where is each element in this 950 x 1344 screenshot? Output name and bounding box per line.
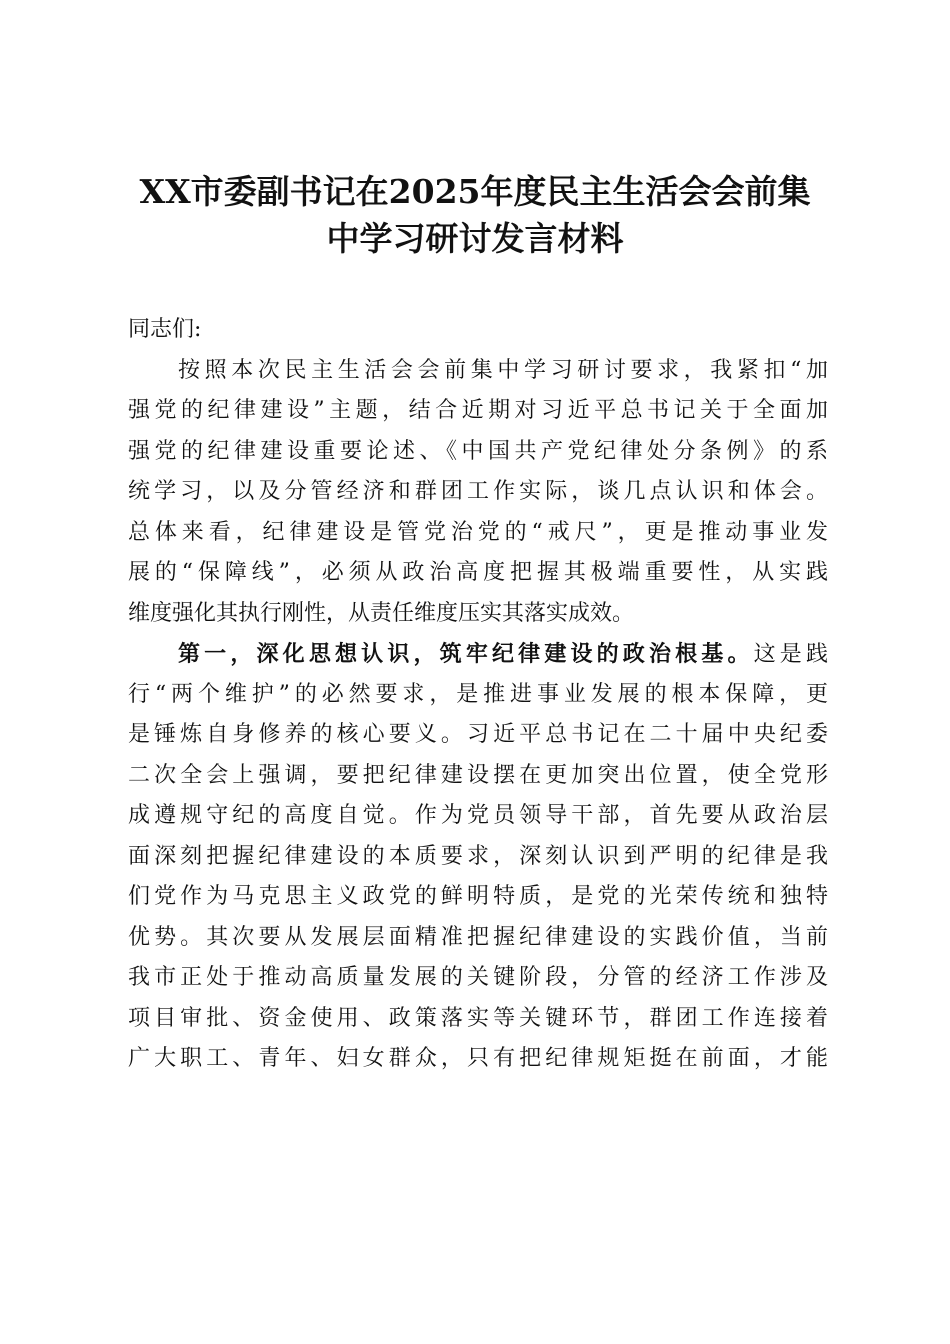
paragraph-line: 行“两个维护”的必然要求，是推进事业发展的根本保障，更 <box>128 681 828 707</box>
document-body <box>128 310 828 1080</box>
section-heading: 第一，深化思想认识，筑牢纪律建设的政治根基。 <box>178 641 754 667</box>
paragraph-text: 这是践 <box>753 642 828 667</box>
title-line: 中学习研讨发言材料 <box>326 219 624 258</box>
paragraph-line: 优势。其次要从发展层面精准把握纪律建设的实践价值，当前 <box>128 924 828 950</box>
paragraph-line: 们党作为马克思主义政党的鲜明特质，是党的光荣传统和独特 <box>128 884 828 909</box>
paragraph-line: 总体来看，纪律建设是管党治党的“戒尺”，更是推动事业发 <box>128 519 828 545</box>
paragraph-intro <box>128 351 828 635</box>
paragraph-line: 我市正处于推动高质量发展的关键阶段，分管的经济工作涉及 <box>128 965 828 990</box>
paragraph-line <box>128 634 828 675</box>
paragraph-line: 强党的纪律建设”主题，结合近期对习近平总书记关于全面加 <box>128 398 828 423</box>
paragraph-line: 维度强化其执行刚性，从责任维度压实其落实成效。 <box>128 600 635 626</box>
paragraph-line: 成遵规守纪的高度自觉。作为党员领导干部，首先要从政治层 <box>128 803 828 828</box>
paragraph-line: 项目审批、资金使用、政策落实等关键环节，群团工作连接着 <box>128 1005 828 1031</box>
title-line: XX市委副书记在2025年度民主生活会会前集 <box>139 172 811 211</box>
paragraph-line: 强党的纪律建设重要论述、《中国共产党纪律处分条例》的系 <box>128 438 828 464</box>
paragraph-line: 统学习，以及分管经济和群团工作实际，谈几点认识和体会。 <box>128 479 828 504</box>
paragraph-line: 是锤炼自身修养的核心要义。习近平总书记在二十届中央纪委 <box>128 722 828 747</box>
paragraph-line: 面深刻把握纪律建设的本质要求，深刻认识到严明的纪律是我 <box>128 843 828 869</box>
paragraph-line: 二次全会上强调，要把纪律建设摆在更加突出位置，使全党形 <box>128 762 828 788</box>
paragraph-line: 按照本次民主生活会会前集中学习研讨要求，我紧扣“加 <box>178 357 828 383</box>
paragraph-line: 广大职工、青年、妇女群众，只有把纪律规矩挺在前面，才能 <box>128 1046 828 1071</box>
paragraph-line: 展的“保障线”，必须从政治高度把握其极端重要性，从实践 <box>128 560 828 585</box>
paragraph-first-point <box>128 634 828 1080</box>
document-title <box>110 168 840 262</box>
greeting: 同志们: <box>128 317 202 342</box>
